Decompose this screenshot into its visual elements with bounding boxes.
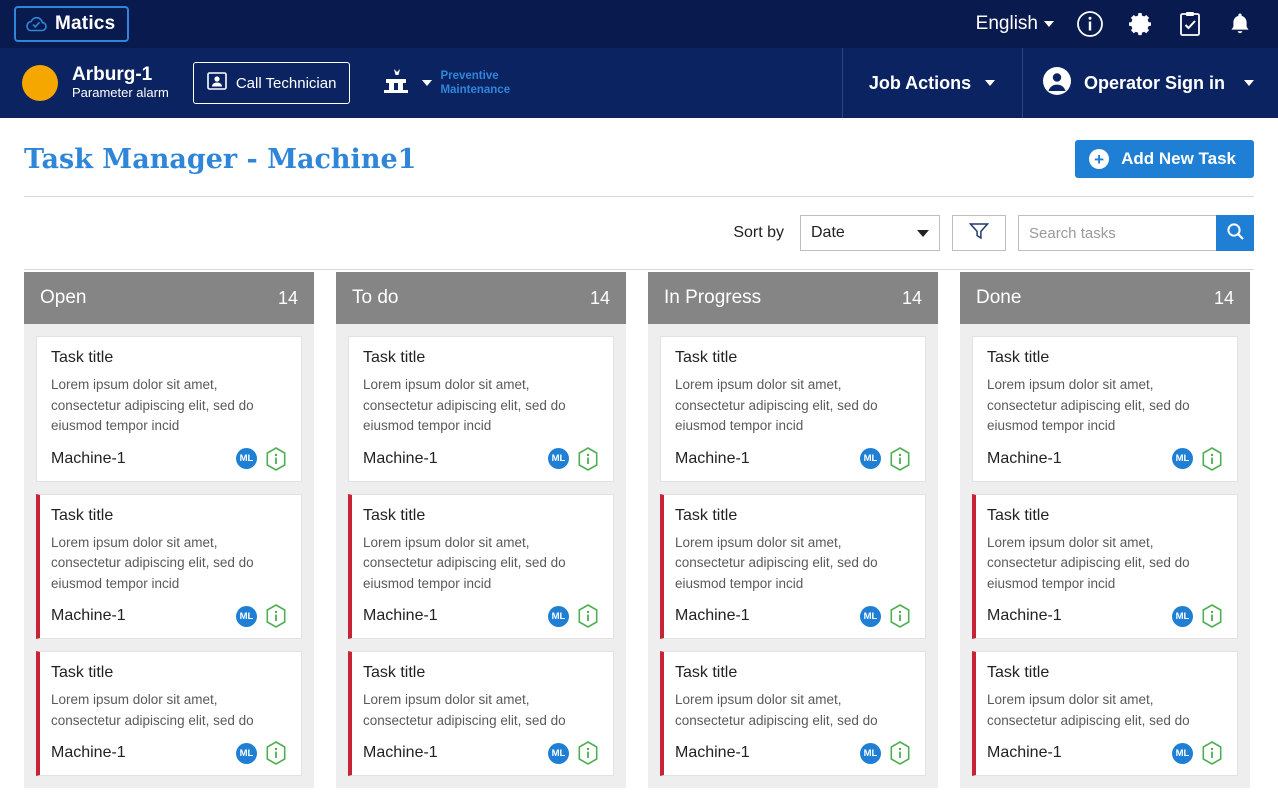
column-count: 14 (901, 287, 922, 308)
task-description: Lorem ipsum dolor sit amet, consectetur adipiscing elit, sed do eiusmod tempor incid (51, 377, 254, 434)
hexagon-info-icon[interactable] (265, 604, 287, 628)
column-header (336, 272, 626, 324)
hexagon-info-icon[interactable] (1201, 741, 1223, 765)
machine-status-bar (0, 48, 1278, 118)
column-title: To do (352, 287, 399, 308)
call-technician-button[interactable] (193, 62, 351, 104)
divider (24, 269, 1254, 270)
column-body (24, 324, 314, 776)
alarm-status-dot (22, 65, 58, 101)
call-technician-label: Call Technician (235, 74, 337, 92)
job-actions-label: Job Actions (868, 72, 972, 93)
task-description: Lorem ipsum dolor sit amet, consectetur adipiscing elit, sed do eiusmod tempor incid (675, 534, 878, 591)
task-machine: Machine-1 (987, 607, 1062, 625)
cloud-icon (24, 15, 48, 33)
task-card[interactable] (972, 336, 1238, 482)
task-machine: Machine-1 (363, 744, 438, 762)
ml-badge-icon[interactable]: ML (1172, 743, 1193, 764)
task-icons (548, 741, 599, 765)
task-footer (51, 604, 287, 628)
task-footer (987, 741, 1223, 765)
task-machine: Machine-1 (987, 744, 1062, 762)
ml-badge-icon[interactable]: ML (548, 448, 569, 469)
task-icons (1172, 447, 1223, 471)
task-description: Lorem ipsum dolor sit amet, consectetur adipiscing elit, sed do (51, 692, 254, 728)
ml-badge-icon[interactable]: ML (548, 606, 569, 627)
task-description: Lorem ipsum dolor sit amet, consectetur adipiscing elit, sed do eiusmod tempor incid (363, 377, 566, 434)
language-selector[interactable] (976, 13, 1054, 35)
task-card[interactable] (660, 651, 926, 776)
task-description: Lorem ipsum dolor sit amet, consectetur adipiscing elit, sed do eiusmod tempor incid (987, 377, 1190, 434)
ml-badge-icon[interactable]: ML (860, 448, 881, 469)
operator-sign-in-menu[interactable] (1022, 48, 1278, 118)
task-footer (363, 604, 599, 628)
task-card[interactable] (36, 494, 302, 640)
hexagon-info-icon[interactable] (889, 741, 911, 765)
task-title: Task title (987, 506, 1050, 524)
task-icons (548, 447, 599, 471)
task-title: Task title (987, 664, 1050, 682)
task-description: Lorem ipsum dolor sit amet, consectetur adipiscing elit, sed do (675, 692, 878, 728)
ml-badge-icon[interactable]: ML (860, 606, 881, 627)
machine-info (22, 64, 169, 103)
task-footer (675, 741, 911, 765)
filter-icon (969, 222, 989, 245)
page-title: Task Manager - Machine1 (24, 143, 417, 175)
add-new-task-button[interactable] (1075, 140, 1254, 178)
task-machine: Machine-1 (675, 744, 750, 762)
job-actions-menu[interactable] (842, 48, 1022, 118)
column-count: 14 (589, 287, 610, 308)
task-title: Task title (987, 349, 1050, 366)
task-card[interactable] (972, 651, 1238, 776)
column-body (648, 324, 938, 776)
column-body (960, 324, 1250, 776)
info-icon[interactable] (1076, 10, 1104, 38)
brand-name: Matics (55, 13, 116, 34)
task-icons (1172, 741, 1223, 765)
task-icons (548, 604, 599, 628)
column-title: In Progress (664, 287, 762, 308)
task-description: Lorem ipsum dolor sit amet, consectetur adipiscing elit, sed do eiusmod tempor incid (675, 377, 878, 434)
hexagon-info-icon[interactable] (577, 447, 599, 471)
hexagon-info-icon[interactable] (577, 604, 599, 628)
task-board (0, 272, 1278, 788)
task-title: Task title (51, 506, 114, 524)
search-icon (1226, 222, 1245, 244)
task-title: Task title (675, 664, 738, 682)
task-machine: Machine-1 (987, 449, 1062, 467)
task-machine: Machine-1 (363, 607, 438, 625)
search-input[interactable] (1018, 215, 1216, 251)
preventive-maintenance-line2: Maintenance (440, 84, 511, 96)
task-footer (51, 447, 287, 471)
task-footer (363, 447, 599, 471)
task-card[interactable] (36, 336, 302, 482)
hexagon-info-icon[interactable] (1201, 604, 1223, 628)
top-navigation-bar (0, 0, 1278, 48)
column-title: Done (976, 287, 1022, 308)
task-machine: Machine-1 (675, 607, 750, 625)
column-title: Open (40, 287, 87, 308)
preventive-maintenance-control[interactable] (380, 66, 510, 101)
task-card[interactable] (36, 651, 302, 776)
technician-icon (207, 71, 227, 95)
ml-badge-icon[interactable]: ML (236, 448, 257, 469)
task-icons (1172, 604, 1223, 628)
task-title: Task title (363, 349, 426, 366)
task-footer (675, 604, 911, 628)
add-new-task-label: Add New Task (1121, 149, 1236, 168)
board-column (960, 272, 1250, 788)
task-icons (860, 741, 911, 765)
board-column (648, 272, 938, 788)
clipboard-check-icon[interactable] (1176, 10, 1204, 38)
chevron-down-icon (1244, 80, 1254, 86)
task-icons (236, 447, 287, 471)
ml-badge-icon[interactable]: ML (548, 743, 569, 764)
task-title: Task title (51, 349, 114, 366)
task-description: Lorem ipsum dolor sit amet, consectetur adipiscing elit, sed do (363, 692, 566, 728)
chevron-down-icon (1044, 21, 1054, 27)
hexagon-info-icon[interactable] (889, 447, 911, 471)
sort-by-label: Sort by (733, 224, 784, 241)
ml-badge-icon[interactable]: ML (860, 743, 881, 764)
column-header (648, 272, 938, 324)
task-title: Task title (675, 506, 738, 524)
column-body (336, 324, 626, 776)
task-card[interactable] (348, 494, 614, 640)
language-label: English (975, 13, 1038, 34)
task-description: Lorem ipsum dolor sit amet, consectetur adipiscing elit, sed do eiusmod tempor incid (51, 534, 254, 591)
chevron-down-icon (917, 230, 929, 237)
task-card[interactable] (660, 336, 926, 482)
board-toolbar (24, 197, 1254, 269)
ml-badge-icon[interactable]: ML (236, 606, 257, 627)
filter-button[interactable] (952, 215, 1006, 251)
gear-icon[interactable] (1126, 10, 1154, 38)
column-header (960, 272, 1250, 324)
task-icons (860, 604, 911, 628)
column-count: 14 (1213, 287, 1234, 308)
operator-sign-in-label: Operator Sign in (1084, 72, 1226, 93)
task-machine: Machine-1 (363, 449, 438, 467)
task-icons (236, 741, 287, 765)
sort-by-select[interactable] (800, 215, 940, 251)
board-column (24, 272, 314, 788)
preventive-maintenance-line1: Preventive (440, 69, 499, 82)
task-machine: Machine-1 (51, 607, 126, 625)
bell-icon[interactable] (1226, 10, 1254, 38)
brand-logo[interactable] (14, 6, 129, 42)
machine-status-text: Parameter alarm (72, 85, 169, 101)
task-footer (51, 741, 287, 765)
task-card[interactable] (972, 494, 1238, 640)
task-title: Task title (51, 664, 114, 682)
task-icons (860, 447, 911, 471)
task-card[interactable] (348, 336, 614, 482)
ml-badge-icon[interactable]: ML (236, 743, 257, 764)
task-card[interactable] (348, 651, 614, 776)
task-footer (987, 447, 1223, 471)
board-column (336, 272, 626, 788)
task-footer (363, 741, 599, 765)
task-machine: Machine-1 (675, 449, 750, 467)
chevron-down-icon (422, 80, 432, 86)
task-machine: Machine-1 (51, 449, 126, 467)
task-machine: Machine-1 (51, 744, 126, 762)
search-button[interactable] (1216, 215, 1254, 251)
machine-name: Arburg-1 (72, 63, 153, 85)
task-card[interactable] (660, 494, 926, 640)
chevron-down-icon (985, 80, 995, 86)
task-footer (675, 447, 911, 471)
hexagon-info-icon[interactable] (577, 741, 599, 765)
sort-by-value: Date (811, 224, 845, 241)
task-title: Task title (363, 506, 426, 524)
ml-badge-icon[interactable]: ML (1172, 448, 1193, 469)
task-description: Lorem ipsum dolor sit amet, consectetur adipiscing elit, sed do eiusmod tempor incid (363, 534, 566, 591)
hexagon-info-icon[interactable] (265, 447, 287, 471)
plus-icon: + (1089, 149, 1109, 169)
search-control (1018, 215, 1254, 251)
task-icons (236, 604, 287, 628)
task-title: Task title (363, 664, 426, 682)
hexagon-info-icon[interactable] (889, 604, 911, 628)
avatar (1042, 66, 1072, 101)
task-title: Task title (675, 349, 738, 366)
task-footer (987, 604, 1223, 628)
maintenance-machine-icon (380, 66, 414, 101)
column-count: 14 (277, 287, 298, 308)
hexagon-info-icon[interactable] (1201, 447, 1223, 471)
ml-badge-icon[interactable]: ML (1172, 606, 1193, 627)
task-description: Lorem ipsum dolor sit amet, consectetur adipiscing elit, sed do eiusmod tempor incid (987, 534, 1190, 591)
hexagon-info-icon[interactable] (265, 741, 287, 765)
column-header (24, 272, 314, 324)
task-description: Lorem ipsum dolor sit amet, consectetur adipiscing elit, sed do (987, 692, 1190, 728)
